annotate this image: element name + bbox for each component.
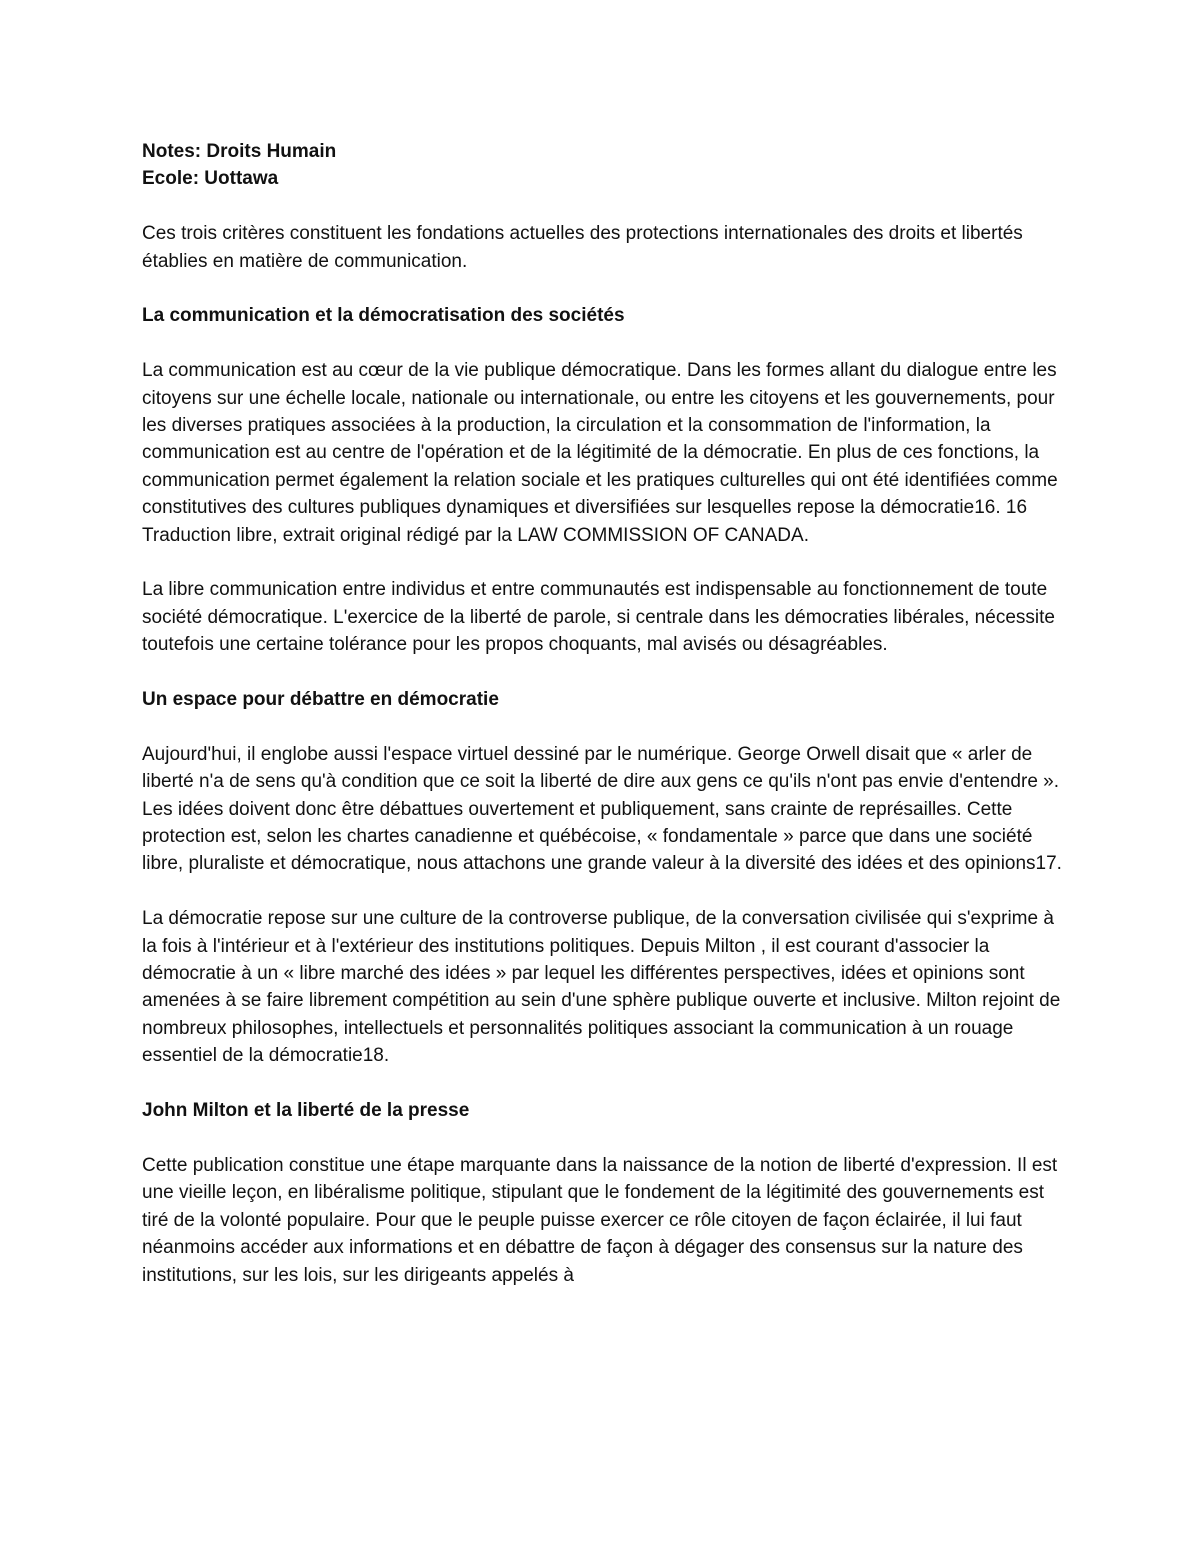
- body-paragraph: La démocratie repose sur une culture de la controverse publique, de la conversation civilisée qui s'exprime à la fois à l'intérieur et à l'extérieur des institutions politiques. Depuis Milton , il est courant d'associer la démocratie à un « libre marché des idées » par lequel les différentes perspectives, idées et opinions sont amenées à se faire librement compétition au sein d'une sphère publique ouverte et inclusive. Milton rejoint de nombreux philosophes, intellectuels et personnalités politiques associant la communication à un rouage essentiel de la démocratie18.: [142, 908, 1061, 1067]
- body-paragraph: La libre communication entre individus et entre communautés est indispensable au fonctionnement de toute société démocratique. L'exercice de la liberté de parole, si centrale dans les démocraties libérales, nécessite toutefois une certaine tolérance pour les propos choquants, mal avisés ou désagréables.: [142, 579, 1055, 656]
- spacer: [142, 1070, 1062, 1097]
- spacer: [142, 1125, 1062, 1152]
- document-page: [142, 138, 1062, 1289]
- school-line: Ecole: Uottawa: [142, 168, 279, 190]
- spacer: [142, 659, 1062, 686]
- spacer: [142, 713, 1062, 740]
- body-paragraph: Aujourd'hui, il englobe aussi l'espace virtuel dessiné par le numérique. George Orwell disait que « arler de liberté n'a de sens qu'à condition que ce soit la liberté de dire aux gens ce qu'ils n'ont pas envie d'entendre ». Les idées doivent donc être débattues ouvertement et publiquement, sans crainte de représailles. Cette protection est, selon les chartes canadienne et québécoise, « fondamentale » parce que dans une société libre, pluraliste et démocratique, nous attachons une grande valeur à la diversité des idées et des opinions17.: [142, 743, 1062, 875]
- spacer: [142, 549, 1062, 576]
- spacer: [142, 193, 1062, 220]
- notes-title: Notes: Droits Humain: [142, 141, 337, 162]
- body-paragraph: Cette publication constitue une étape marquante dans la naissance de la notion de liberté d'expression. Il est une vieille leçon, en libéralisme politique, stipulant que le fondement de la légitimité des gouvernements est tiré de la volonté populaire. Pour que le peuple puisse exercer ce rôle citoyen de façon éclairée, il lui faut néanmoins accéder aux informations et en débattre de façon à dégager des consensus sur la nature des institutions, sur les lois, sur les dirigeants appelés à: [142, 1154, 1058, 1286]
- spacer: [142, 878, 1062, 905]
- spacer: [142, 330, 1062, 357]
- section-heading: Un espace pour débattre en démocratie: [142, 689, 499, 711]
- intro-paragraph: Ces trois critères constituent les fondations actuelles des protections internationales des droits et libertés établies en matière de communication.: [142, 223, 1023, 272]
- body-paragraph: La communication est au cœur de la vie publique démocratique. Dans les formes allant du dialogue entre les citoyens sur une échelle locale, nationale ou internationale, ou entre les citoyens et les gouvernements, pour les diverses pratiques associées à la production, la circulation et la consommation de l'information, la communication est au centre de l'opération et de la légitimité de la démocratie. En plus de ces fonctions, la communication permet également la relation sociale et les pratiques culturelles qui ont été identifiées comme constitutives des cultures publiques dynamiques et diversifiées sur lesquelles repose la démocratie16. 16 Traduction libre, extrait original rédigé par la LAW COMMISSION OF CANADA.: [142, 360, 1058, 546]
- spacer: [142, 275, 1062, 302]
- section-heading: John Milton et la liberté de la presse: [142, 1100, 470, 1122]
- section-heading: La communication et la démocratisation des sociétés: [142, 305, 625, 327]
